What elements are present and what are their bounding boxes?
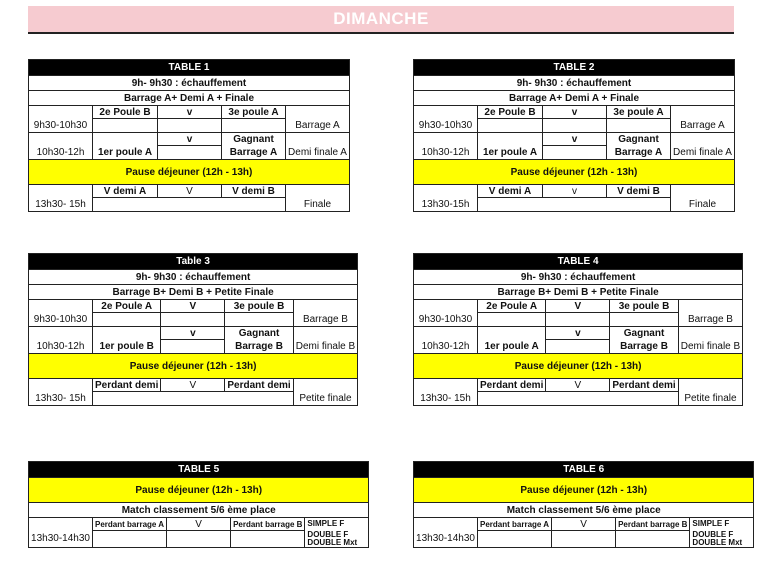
table-name: Table 3 — [29, 254, 358, 270]
r2-team-b-1: Gagnant — [222, 133, 286, 146]
schedule-table-3 — [28, 253, 358, 406]
classification-table-1 — [28, 461, 369, 548]
table-name: TABLE 2 — [414, 60, 735, 76]
event-1: SIMPLE F — [692, 519, 730, 529]
program-row: Barrage A+ Demi A + Finale — [414, 91, 735, 106]
r3-team-b: Perdant demi — [610, 379, 678, 392]
r1-time: 9h30-10h30 — [29, 313, 93, 327]
r3-time: 13h30- 15h — [414, 392, 478, 406]
lunch-break: Pause déjeuner (12h - 13h) — [29, 160, 350, 185]
table-name: TABLE 5 — [29, 462, 369, 478]
r1-result: Barrage A — [286, 119, 350, 133]
r3-team-b: V demi B — [222, 185, 286, 198]
r3-team-b: V demi B — [607, 185, 671, 198]
r2-team-a: 1er poule B — [93, 340, 161, 354]
r2-time: 10h30-12h — [414, 340, 478, 354]
r3-team-a: V demi A — [93, 185, 158, 198]
event-2: DOUBLE F — [692, 530, 734, 539]
r3-versus: v — [543, 185, 607, 198]
match-time: 13h30-14h30 — [414, 531, 478, 548]
match-time: 13h30-14h30 — [29, 531, 93, 548]
r1-time: 9h30-10h30 — [414, 313, 478, 327]
r3-versus: V — [158, 185, 222, 198]
r3-time: 13h30- 15h — [29, 392, 93, 406]
r2-result: Demi finale A — [671, 146, 735, 160]
versus: V — [167, 518, 231, 531]
schedule-table-1 — [28, 59, 350, 212]
day-banner — [28, 6, 734, 34]
lunch-break: Pause déjeuner (12h - 13h) — [29, 354, 358, 379]
lunch-break: Pause déjeuner (12h - 13h) — [414, 478, 754, 503]
r1-versus: v — [158, 106, 222, 119]
r1-result: Barrage B — [678, 313, 742, 327]
match-title: Match classement 5/6 ème place — [414, 503, 754, 518]
r1-time: 9h30-10h30 — [29, 119, 93, 133]
versus: V — [552, 518, 616, 531]
r2-versus: v — [158, 133, 222, 146]
r1-team-b: 3e poule A — [222, 106, 286, 119]
r3-team-a: Perdant demi — [93, 379, 161, 392]
program-row: Barrage A+ Demi A + Finale — [29, 91, 350, 106]
event-3: DOUBLE Mxt — [692, 537, 743, 547]
lunch-break: Pause déjeuner (12h - 13h) — [29, 478, 369, 503]
r1-versus: V — [161, 300, 225, 313]
r3-time: 13h30-15h — [414, 198, 478, 212]
lunch-break: Pause déjeuner (12h - 13h) — [414, 160, 735, 185]
r2-result: Demi finale B — [678, 340, 742, 354]
table-name: TABLE 1 — [29, 60, 350, 76]
r3-versus: V — [161, 379, 225, 392]
r3-result: Petite finale — [678, 392, 742, 406]
r2-team-b-1: Gagnant — [607, 133, 671, 146]
classification-table-2 — [413, 461, 754, 548]
team-a: Perdant barrage A — [478, 518, 552, 531]
lunch-break: Pause déjeuner (12h - 13h) — [414, 354, 743, 379]
r2-time: 10h30-12h — [29, 146, 93, 160]
r3-result: Finale — [671, 198, 735, 212]
r1-result: Barrage B — [293, 313, 357, 327]
r2-team-b-2: Barrage B — [610, 340, 678, 354]
r2-versus: v — [161, 327, 225, 340]
program-row: Barrage B+ Demi B + Petite Finale — [29, 285, 358, 300]
r3-time: 13h30- 15h — [29, 198, 93, 212]
program-row: Barrage B+ Demi B + Petite Finale — [414, 285, 743, 300]
warmup-row: 9h- 9h30 : échauffement — [29, 270, 358, 285]
events-list — [690, 518, 754, 531]
r3-result: Petite finale — [293, 392, 357, 406]
r2-versus: v — [543, 133, 607, 146]
team-b: Perdant barrage B — [231, 518, 305, 531]
warmup-row: 9h- 9h30 : échauffement — [414, 76, 735, 91]
r2-team-b-2: Barrage A — [222, 146, 286, 160]
r1-versus: V — [546, 300, 610, 313]
r2-team-a: 1er poule A — [93, 146, 158, 160]
r1-versus: v — [543, 106, 607, 119]
r1-team-a: 2e Poule A — [478, 300, 546, 313]
r1-team-b: 3e poule A — [607, 106, 671, 119]
r1-team-a: 2e Poule A — [93, 300, 161, 313]
table-name: TABLE 4 — [414, 254, 743, 270]
r2-result: Demi finale B — [293, 340, 357, 354]
r3-team-a: Perdant demi — [478, 379, 546, 392]
schedule-table-4 — [413, 253, 743, 406]
r2-result: Demi finale A — [286, 146, 350, 160]
r3-team-b: Perdant demi — [225, 379, 293, 392]
r2-team-b-1: Gagnant — [610, 327, 678, 340]
match-title: Match classement 5/6 ème place — [29, 503, 369, 518]
r2-time: 10h30-12h — [414, 146, 478, 160]
r1-team-b: 3e poule B — [225, 300, 293, 313]
team-a: Perdant barrage A — [93, 518, 167, 531]
r1-time: 9h30-10h30 — [414, 119, 478, 133]
r1-team-a: 2e Poule B — [93, 106, 158, 119]
warmup-row: 9h- 9h30 : échauffement — [29, 76, 350, 91]
r3-team-a: V demi A — [478, 185, 543, 198]
r1-team-b: 3e poule B — [610, 300, 678, 313]
schedule-table-2 — [413, 59, 735, 212]
r2-team-b-2: Barrage A — [607, 146, 671, 160]
r2-versus: v — [546, 327, 610, 340]
day-title: DIMANCHE — [333, 9, 429, 28]
r1-result: Barrage A — [671, 119, 735, 133]
r2-time: 10h30-12h — [29, 340, 93, 354]
r3-result: Finale — [286, 198, 350, 212]
r2-team-b-2: Barrage B — [225, 340, 293, 354]
table-name: TABLE 6 — [414, 462, 754, 478]
event-2: DOUBLE F — [307, 530, 349, 539]
r1-team-a: 2e Poule B — [478, 106, 543, 119]
r3-versus: V — [546, 379, 610, 392]
warmup-row: 9h- 9h30 : échauffement — [414, 270, 743, 285]
event-1: SIMPLE F — [307, 519, 345, 529]
r2-team-a: 1er poule A — [478, 340, 546, 354]
event-3: DOUBLE Mxt — [307, 537, 358, 547]
events-list — [305, 518, 369, 531]
team-b: Perdant barrage B — [616, 518, 690, 531]
r2-team-b-1: Gagnant — [225, 327, 293, 340]
r2-team-a: 1er poule A — [478, 146, 543, 160]
